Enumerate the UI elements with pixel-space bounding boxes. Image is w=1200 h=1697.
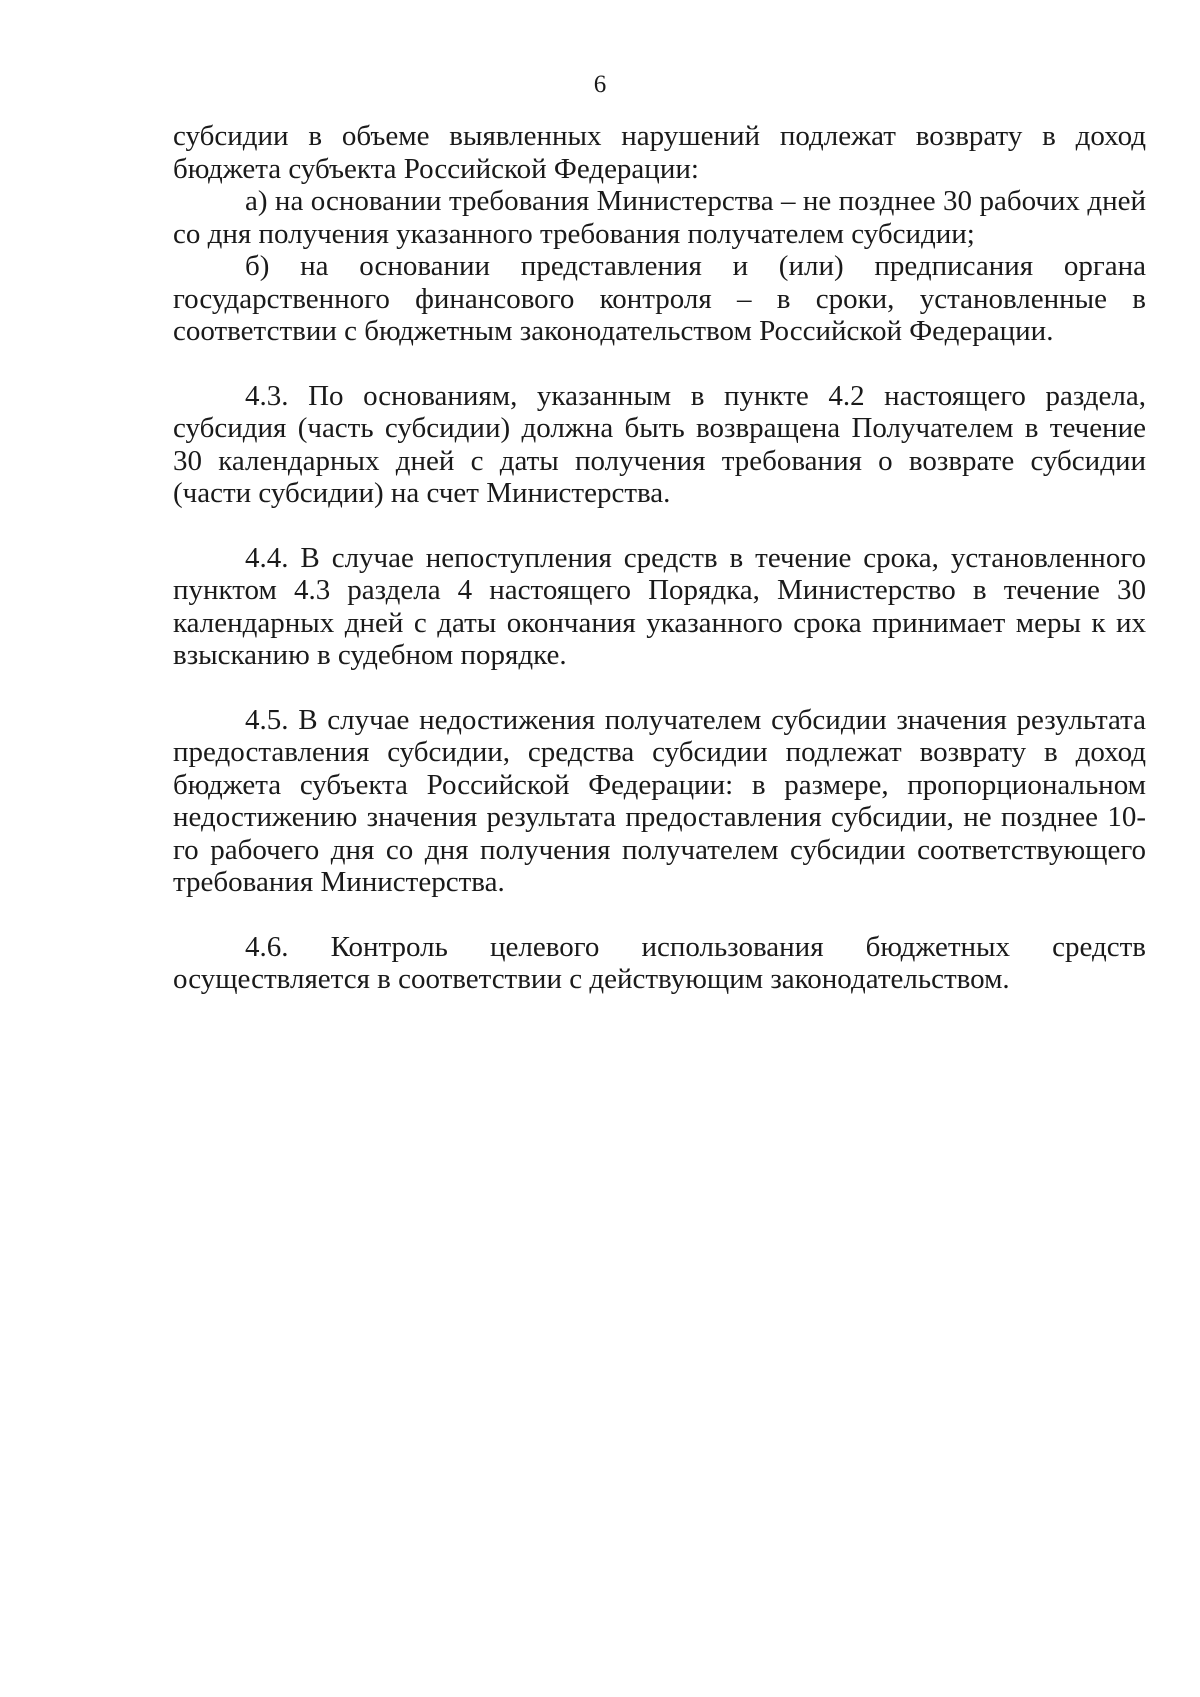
paragraph-gap — [173, 348, 1146, 380]
paragraph-4-3: 4.3. По основаниям, указанным в пункте 4.2 настоящего раздела, субсидия (часть субсидии) должна быть возвращена Получателем в течение 30 календарных дней с даты получения требования о возврате субсидии (части субсидии) на счет Министерства. — [173, 379, 1146, 509]
page-number: 6 — [593, 71, 607, 98]
paragraph-item-b: б) на основании представления и (или) предписания органа государственного финансового контроля – в сроки, установленные в соответствии с бюджетным законодательством Российской Федерации. — [173, 250, 1146, 347]
paragraph-item-a: а) на основании требования Министерства – не позднее 30 рабочих дней со дня получения указанного требования получателем субсидии; — [173, 185, 1146, 250]
document-body — [173, 120, 1146, 996]
paragraph-continuation: субсидии в объеме выявленных нарушений подлежат возврату в доход бюджета субъекта Российской Федерации: — [173, 120, 1146, 185]
paragraph-4-6: 4.6. Контроль целевого использования бюджетных средств осуществляется в соответствии с действующим законодательством. — [173, 930, 1146, 995]
paragraph-4-5: 4.5. В случае недостижения получателем субсидии значения результата предоставления субсидии, средства субсидии подлежат возврату в доход бюджета субъекта Российской Федерации: в размере, пропорциональном недостижению значения результата предоставления субсидии, не позднее 10-го рабочего дня со дня получения получателем субсидии соответствующего требования Министерства. — [173, 703, 1146, 898]
paragraph-gap — [173, 899, 1146, 931]
paragraph-4-4: 4.4. В случае непоступления средств в течение срока, установленного пунктом 4.3 раздела 4 настоящего Порядка, Министерство в течение 30 календарных дней с даты окончания указанного срока принимает меры к их взысканию в судебном порядке. — [173, 541, 1146, 671]
paragraph-gap — [173, 672, 1146, 704]
paragraph-gap — [173, 510, 1146, 542]
